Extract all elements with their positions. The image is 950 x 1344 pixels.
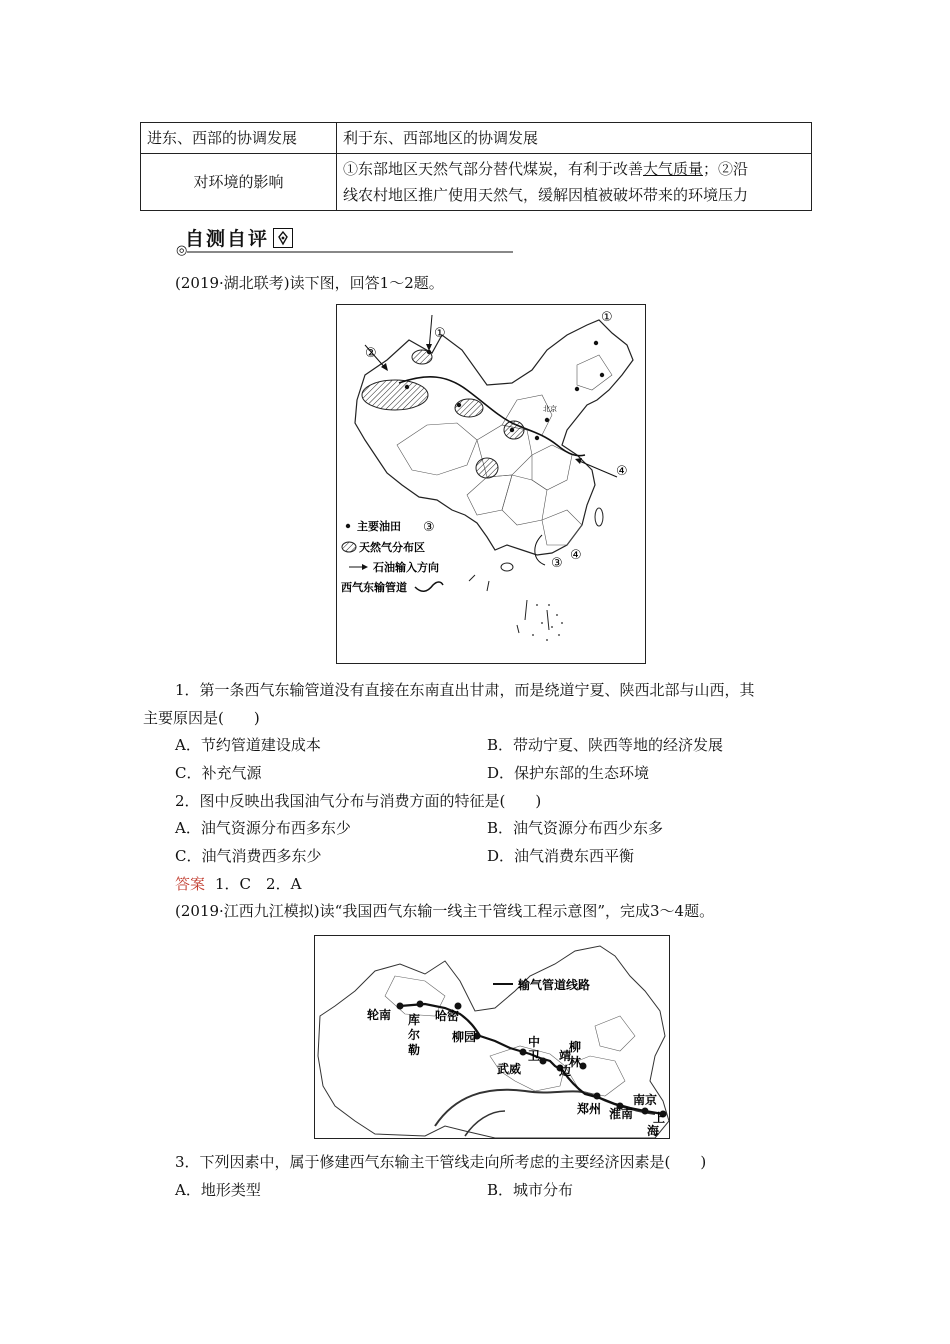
marker-label: ③ xyxy=(551,556,563,571)
table-row xyxy=(141,154,812,211)
city-label: 勒 xyxy=(408,1043,421,1057)
marker-label: ① xyxy=(601,310,613,325)
heading-underline xyxy=(173,249,513,255)
question-stem: 3．下列因素中，属于修建西气东输主干管线走向所考虑的主要经济因素是( ) xyxy=(175,1153,707,1171)
china-outline-map xyxy=(337,305,645,663)
cell-text: ；②沿 xyxy=(703,160,749,178)
city-label: 卫 xyxy=(528,1049,541,1063)
table-cell: 对环境的影响 xyxy=(141,154,337,211)
city-label: 淮南 xyxy=(609,1107,634,1121)
city-label: 哈密 xyxy=(435,1009,460,1023)
legend-label: 天然气分布区 xyxy=(359,541,425,554)
marker-label: ④ xyxy=(570,548,582,563)
table-row xyxy=(141,123,812,154)
legend-label: 西气东输管道 xyxy=(341,581,407,594)
city-label: 海 xyxy=(647,1124,660,1138)
table-cell xyxy=(337,154,812,211)
city-label: 北京 xyxy=(543,405,557,413)
gas-area-sichuan xyxy=(476,458,498,478)
answer-label: 答案 xyxy=(175,875,206,893)
oil-gas-map xyxy=(336,304,646,664)
answer-line xyxy=(175,874,301,894)
comparison-table xyxy=(140,122,812,211)
option-a: A．油气资源分布西多东少 xyxy=(175,819,351,837)
oil-field-legend-icon xyxy=(346,524,350,528)
gas-area-qaidam xyxy=(455,399,483,417)
west-east-pipeline xyxy=(399,377,585,456)
question-intro: (2019·湖北联考)读下图，回答1～2题。 xyxy=(175,274,444,292)
city-label: 尔 xyxy=(408,1028,421,1042)
question-stem: 2．图中反映出我国油气分布与消费方面的特征是( ) xyxy=(175,792,542,810)
city-label: 郑州 xyxy=(577,1102,602,1116)
question-stem: 主要原因是( ) xyxy=(143,709,260,727)
pipeline-map xyxy=(314,935,670,1139)
pipeline-legend-icon xyxy=(415,582,443,591)
option-b: B．城市分布 xyxy=(487,1181,574,1199)
option-a: A．地形类型 xyxy=(175,1181,261,1199)
legend-label: 输气管道线路 xyxy=(518,978,591,992)
city-label: 林 xyxy=(569,1055,582,1069)
table-cell: 进东、西部的协调发展 xyxy=(141,123,337,154)
marker-label: ② xyxy=(365,346,377,361)
option-c: C．补充气源 xyxy=(175,764,262,782)
legend-label: 主要油田 xyxy=(357,520,401,533)
marker-label: ④ xyxy=(616,464,628,479)
underlined-text: 大气质量 xyxy=(643,160,704,178)
marker-label: ① xyxy=(434,326,446,341)
option-a: A．节约管道建设成本 xyxy=(175,736,321,754)
city-label: 靖 xyxy=(559,1049,572,1063)
city-label: 武威 xyxy=(497,1062,522,1076)
option-d: D．保护东部的生态环境 xyxy=(487,764,650,782)
marker-label: ③ xyxy=(423,520,435,535)
gas-area-legend-icon xyxy=(342,542,356,552)
answer-text: 1．C 2．A xyxy=(215,875,302,893)
legend-label: 石油输入方向 xyxy=(373,561,439,574)
city-label: 中 xyxy=(528,1035,541,1049)
city-label: 库 xyxy=(408,1013,421,1027)
option-b: B．带动宁夏、陕西等地的经济发展 xyxy=(487,736,724,754)
table-cell: 利于东、西部地区的协调发展 xyxy=(337,123,812,154)
city-label: 边 xyxy=(559,1064,572,1078)
gas-area-tarim xyxy=(362,380,428,410)
section-heading xyxy=(185,224,293,251)
pipeline-route-map xyxy=(315,936,669,1138)
cell-text: 线农村地区推广使用天然气，缓解因植被破坏带来的环境压力 xyxy=(343,186,749,204)
option-d: D．油气消费东西平衡 xyxy=(487,847,635,865)
question-intro: (2019·江西九江模拟)读“我国西气东输一线主干管线工程示意图”，完成3～4题。 xyxy=(175,902,715,920)
city-label: 柳园 xyxy=(452,1030,477,1044)
city-label: 上 xyxy=(653,1111,666,1125)
option-b: B．油气资源分布西少东多 xyxy=(487,819,664,837)
option-c: C．油气消费西多东少 xyxy=(175,847,322,865)
city-label: 柳 xyxy=(569,1040,582,1054)
cell-text: ①东部地区天然气部分替代煤炭，有利于改善 xyxy=(343,160,644,178)
section-title: 自测自评 xyxy=(185,228,270,250)
city-label: 轮南 xyxy=(367,1008,392,1022)
section-marker: ◎ xyxy=(176,243,188,258)
city-label: 南京 xyxy=(633,1093,658,1107)
pen-icon xyxy=(273,228,293,248)
question-stem: 1．第一条西气东输管道没有直接在东南直出甘肃，而是绕道宁夏、陕西北部与山西，其 xyxy=(175,681,755,699)
